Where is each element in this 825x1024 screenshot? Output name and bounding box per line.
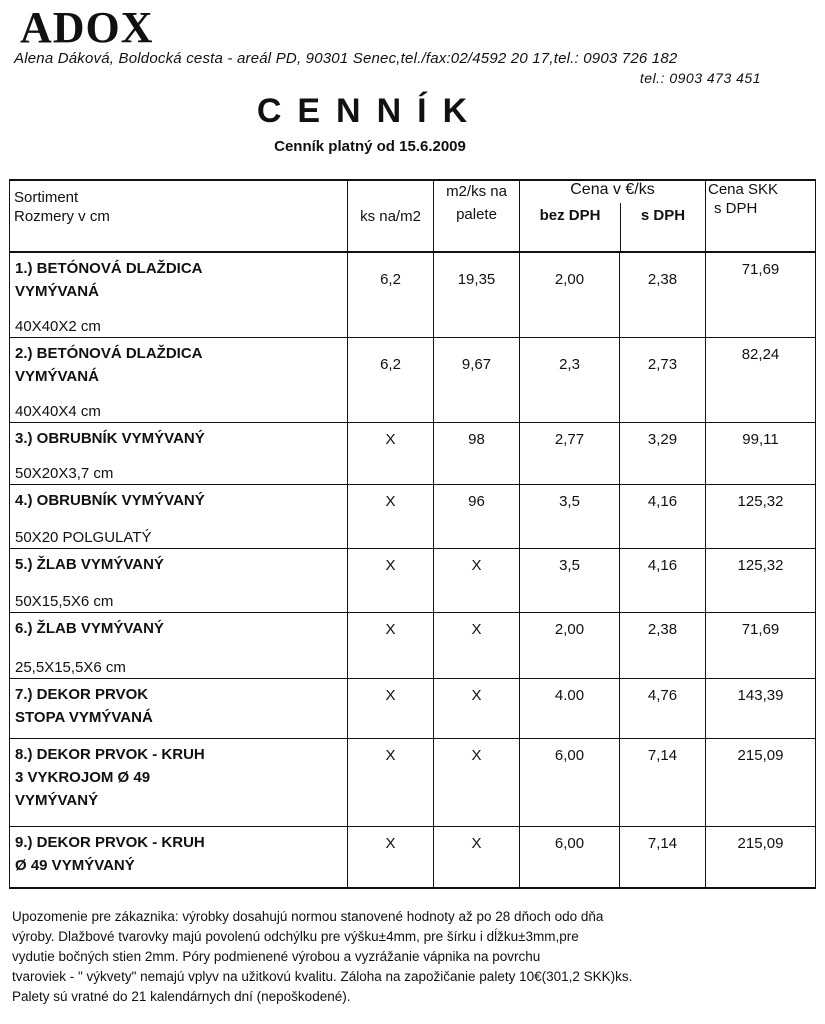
m2-per-pallet: X: [434, 738, 520, 826]
product-dimensions: 50X20X3,7 cm: [15, 464, 114, 482]
price-with-vat: 4,16: [620, 484, 706, 548]
price-skk: 82,24: [706, 337, 816, 422]
header-skk-line2: s DPH: [714, 200, 758, 217]
header-cena-eur-label: Cena v €/ks: [570, 181, 655, 198]
price-skk: 215,09: [706, 738, 816, 826]
table-row: [10, 826, 816, 888]
ks-per-m2: 6,2: [348, 337, 434, 422]
ks-per-m2: X: [348, 612, 434, 678]
price-skk: 215,09: [706, 826, 816, 888]
price-without-vat: 4.00: [520, 678, 620, 738]
notice-line: vydutie bočných stien 2mm. Póry podmienené výrobou a vyzrážanie vápnika na povrchu: [12, 949, 541, 964]
ks-per-m2: X: [348, 484, 434, 548]
m2-per-pallet: 98: [434, 422, 520, 484]
product-dimensions: 50X15,5X6 cm: [15, 592, 114, 610]
m2-per-pallet: 9,67: [434, 337, 520, 422]
product-name: 3.) OBRUBNÍK VYMÝVANÝ: [15, 429, 205, 447]
table-row: [10, 678, 816, 738]
product-name: 1.) BETÓNOVÁ DLAŽDICA VYMÝVANÁ: [15, 260, 203, 300]
table-row: [10, 422, 816, 484]
product-name: 6.) ŽLAB VYMÝVANÝ: [15, 619, 164, 637]
price-with-vat: 4,16: [620, 548, 706, 612]
price-with-vat: 3,29: [620, 422, 706, 484]
company-phone-2: tel.: 0903 473 451: [639, 70, 761, 86]
price-skk: 71,69: [706, 252, 816, 337]
page-title: CENNÍK: [256, 92, 484, 130]
notice-line: tvaroviek - " výkvety" nemajú vplyv na užitkovú kvalitu. Záloha na zapožičanie palety 10€(301,2 SKK)ks.: [12, 969, 633, 984]
header-m2-line1: m2/ks na: [446, 183, 507, 200]
table-row: [10, 337, 816, 422]
product-dimensions: 40X40X4 cm: [15, 402, 101, 420]
price-without-vat: 2,3: [520, 337, 620, 422]
price-without-vat: 2,77: [520, 422, 620, 484]
product-name: 4.) OBRUBNÍK VYMÝVANÝ: [15, 491, 205, 509]
product-name: 9.) DEKOR PRVOK - KRUH Ø 49 VYMÝVANÝ: [15, 833, 205, 874]
ks-per-m2: X: [348, 738, 434, 826]
price-without-vat: 6,00: [520, 826, 620, 888]
price-skk: 71,69: [706, 612, 816, 678]
logo: ADOX: [20, 3, 154, 52]
notice-line: výroby. Dlažbové tvarovky majú povolenú odchýlku pre výšku±4mm, pre šírku i dĺžku±3mm,pre: [12, 929, 579, 944]
product-dimensions: 25,5X15,5X6 cm: [15, 658, 126, 676]
ks-per-m2: X: [348, 548, 434, 612]
table-row: [10, 612, 816, 678]
table-row: [10, 548, 816, 612]
m2-per-pallet: X: [434, 678, 520, 738]
m2-per-pallet: X: [434, 826, 520, 888]
price-skk: 125,32: [706, 548, 816, 612]
header-sortiment-label: Sortiment: [14, 189, 79, 206]
price-with-vat: 7,14: [620, 738, 706, 826]
header-m2-paleta: [434, 180, 520, 252]
product-name: 2.) BETÓNOVÁ DLAŽDICA VYMÝVANÁ: [15, 344, 203, 385]
header-cena-eur: [520, 180, 706, 252]
price-without-vat: 3,5: [520, 548, 620, 612]
m2-per-pallet: 19,35: [434, 252, 520, 337]
table-row: [10, 738, 816, 826]
header-m2-line2: palete: [456, 206, 497, 223]
m2-per-pallet: X: [434, 548, 520, 612]
price-with-vat: 2,38: [620, 252, 706, 337]
price-with-vat: 4,76: [620, 678, 706, 738]
header-s-dph: s DPH: [640, 207, 686, 224]
table-row: [10, 252, 816, 337]
price-without-vat: 3,5: [520, 484, 620, 548]
price-with-vat: 7,14: [620, 826, 706, 888]
price-table: [9, 179, 816, 889]
price-without-vat: 2,00: [520, 612, 620, 678]
header-ks-label: ks na/m2: [360, 207, 421, 225]
price-skk: 99,11: [706, 422, 816, 484]
ks-per-m2: X: [348, 422, 434, 484]
header-skk-line1: Cena SKK: [708, 181, 779, 198]
header-ks-na-m2: [348, 180, 434, 252]
header-bez-dph: bez DPH: [520, 203, 621, 251]
price-without-vat: 2,00: [520, 252, 620, 337]
customer-notice: [12, 907, 812, 1007]
price-with-vat: 2,38: [620, 612, 706, 678]
header-cena-skk: [706, 180, 816, 252]
m2-per-pallet: 96: [434, 484, 520, 548]
table-row: [10, 484, 816, 548]
validity-subtitle: Cenník platný od 15.6.2009: [274, 138, 466, 155]
notice-line: Upozomenie pre zákaznika: výrobky dosahujú normou stanovené hodnoty až po 28 dňoch odo dňa: [12, 909, 604, 924]
m2-per-pallet: X: [434, 612, 520, 678]
price-with-vat: 2,73: [620, 337, 706, 422]
header-sortiment: [10, 180, 348, 252]
product-name: 7.) DEKOR PRVOK STOPA VYMÝVANÁ: [15, 685, 153, 726]
price-skk: 143,39: [706, 678, 816, 738]
product-name: 5.) ŽLAB VYMÝVANÝ: [15, 555, 164, 573]
company-address: Alena Dáková, Boldocká cesta - areál PD, 90301 Senec,tel./fax:02/4592 20 17,tel.: 0903 726 182: [14, 50, 678, 67]
product-name: 8.) DEKOR PRVOK - KRUH 3 VYKROJOM Ø 49 VYMÝVANÝ: [15, 745, 205, 809]
ks-per-m2: 6,2: [348, 252, 434, 337]
table-header-row: [10, 180, 816, 252]
product-dimensions: 40X40X2 cm: [15, 317, 101, 335]
ks-per-m2: X: [348, 826, 434, 888]
price-without-vat: 6,00: [520, 738, 620, 826]
ks-per-m2: X: [348, 678, 434, 738]
product-dimensions: 50X20 POLGULATÝ: [15, 528, 152, 546]
price-skk: 125,32: [706, 484, 816, 548]
header-rozmery-label: Rozmery v cm: [14, 208, 110, 225]
notice-line: Palety sú vratné do 21 kalendárnych dní (nepoškodené).: [12, 989, 351, 1004]
